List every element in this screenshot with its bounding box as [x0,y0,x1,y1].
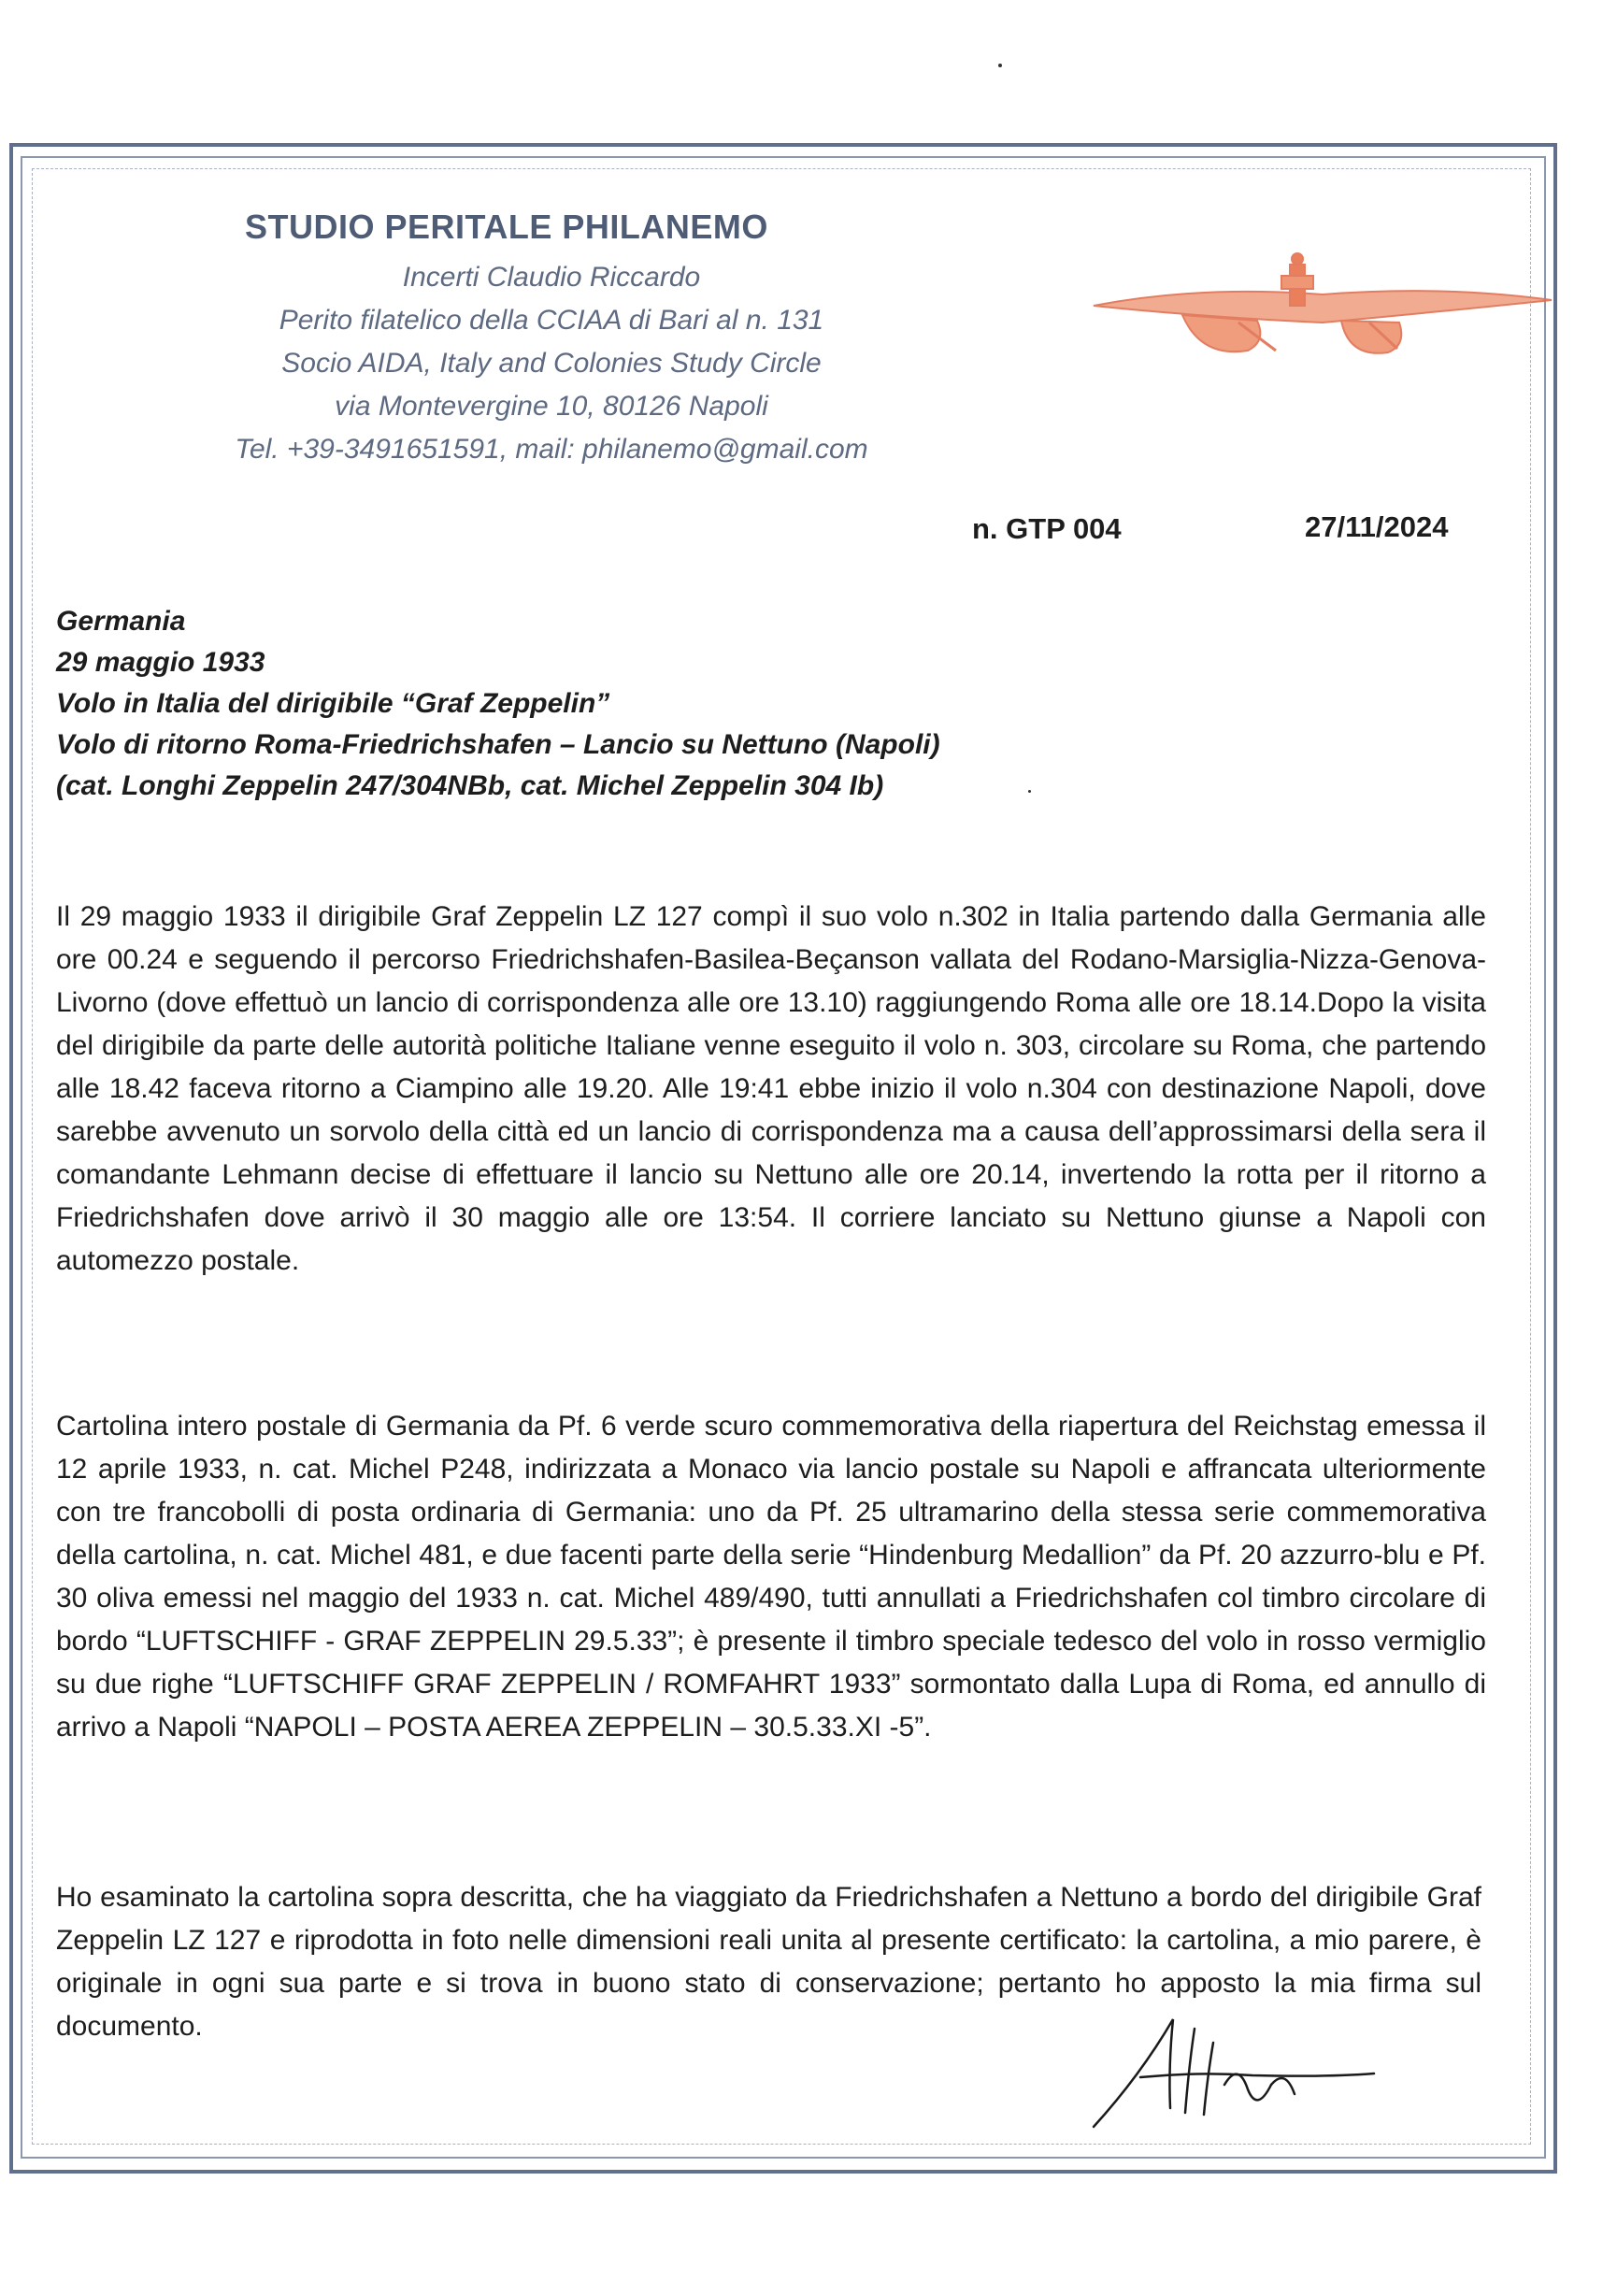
letterhead [168,208,935,471]
certificate-date: 27/11/2024 [1305,510,1449,543]
studio-name: STUDIO PERITALE PHILANEMO [245,208,768,246]
flight-history-paragraph: Il 29 maggio 1933 il dirigibile Graf Zeppelin LZ 127 compì il suo volo n.302 in Italia partendo dalla Germania alle ore 00.24 e seguendo il percorso Friedrichshafen-Basilea-Beçanson vallata del Rodano-Marsiglia-Nizza-Genova-Livorno (dove effettuò un lancio di corrispondenza alle ore 13.10) raggiungendo Roma alle ore 18.14.Dopo la visita del dirigibile da parte delle autorità politiche Italiane venne eseguito il volo n. 303, circolare su Roma, che partendo alle 18.42 faceva ritorno a Ciampino alle 19.20. Alle 19:41 ebbe inizio il volo n.304 con destinazione Napoli, dove sarebbe avvenuto un sorvolo della città ed un lancio di corrispondenza ma a causa dell’approssimarsi della sera il comandante Lehmann decise di effettuare il lancio su Nettuno alle ore 20.14, invertendo la rotta per il ritorno a Friedrichshafen dove arrivò il 30 maggio alle ore 13:54. Il corriere lanciato su Nettuno giunse a Napoli con automezzo postale. [56,901,1486,1276]
subject-flight: Volo in Italia del dirigibile “Graf Zeppelin” [56,688,610,719]
zeppelin-airship-logo-icon [1089,248,1556,379]
certificate-subject [56,601,1439,807]
letterhead-line-name: Incerti Claudio Riccardo [402,262,701,293]
subject-route: Volo di ritorno Roma-Friedrichshafen – Lancio su Nettuno (Napoli) [56,729,940,760]
subject-catalogue: (cat. Longhi Zeppelin 247/304NBb, cat. Michel Zeppelin 304 Ib) [56,770,884,801]
handwritten-signature-icon [1084,2010,1383,2131]
postcard-description-paragraph: Cartolina intero postale di Germania da Pf. 6 verde scuro commemorativa della riapertura del Reichstag emessa il 12 aprile 1933, n. cat. Michel P248, indirizzata a Monaco via lancio postale su Napoli e affrancata ulteriormente con tre francobolli di posta ordinaria di Germania: uno da Pf. 25 ultramarino della stessa serie commemorativa della cartolina, n. cat. Michel 481, e due facenti parte della serie “Hindenburg Medallion” da Pf. 20 azzurro-blu e Pf. 30 oliva emessi nel maggio del 1933 n. cat. Michel 489/490, tutti annullati a Friedrichshafen col timbro circolare di bordo “LUFTSCHIFF - GRAF ZEPPELIN 29.5.33”; è presente il timbro speciale tedesco del volo in rosso vermiglio su due righe “LUFTSCHIFF GRAF ZEPPELIN / ROMFAHRT 1933” sormontato dalla Lupa di Roma, ed annullo di arrivo a Napoli “NAPOLI – POSTA AEREA ZEPPELIN – 30.5.33.XI -5”. [56,1411,1486,1743]
subject-date: 29 maggio 1933 [56,647,265,678]
scan-speck [1028,790,1031,793]
letterhead-line-contact: Tel. +39-3491651591, mail: philanemo@gmail.com [235,434,868,465]
subject-country: Germania [56,606,186,637]
letterhead-line-address: via Montevergine 10, 80126 Napoli [335,391,768,422]
expert-opinion-paragraph: Ho esaminato la cartolina sopra descritta, che ha viaggiato da Friedrichshafen a Nettuno a bordo del dirigibile Graf Zeppelin LZ 127 e riprodotta in foto nelle dimensioni reali unita al presente certificato: la cartolina, a mio parere, è originale in ogni sua parte e si trova in buono stato di conservazione; pertanto ho apposto la mia firma sul documento. [56,1882,1481,2042]
certificate-number: n. GTP 004 [972,512,1122,545]
letterhead-line-credential: Perito filatelico della CCIAA di Bari al n. 131 [279,305,824,336]
scan-speck [998,64,1002,67]
letterhead-line-membership: Socio AIDA, Italy and Colonies Study Circle [281,348,822,379]
